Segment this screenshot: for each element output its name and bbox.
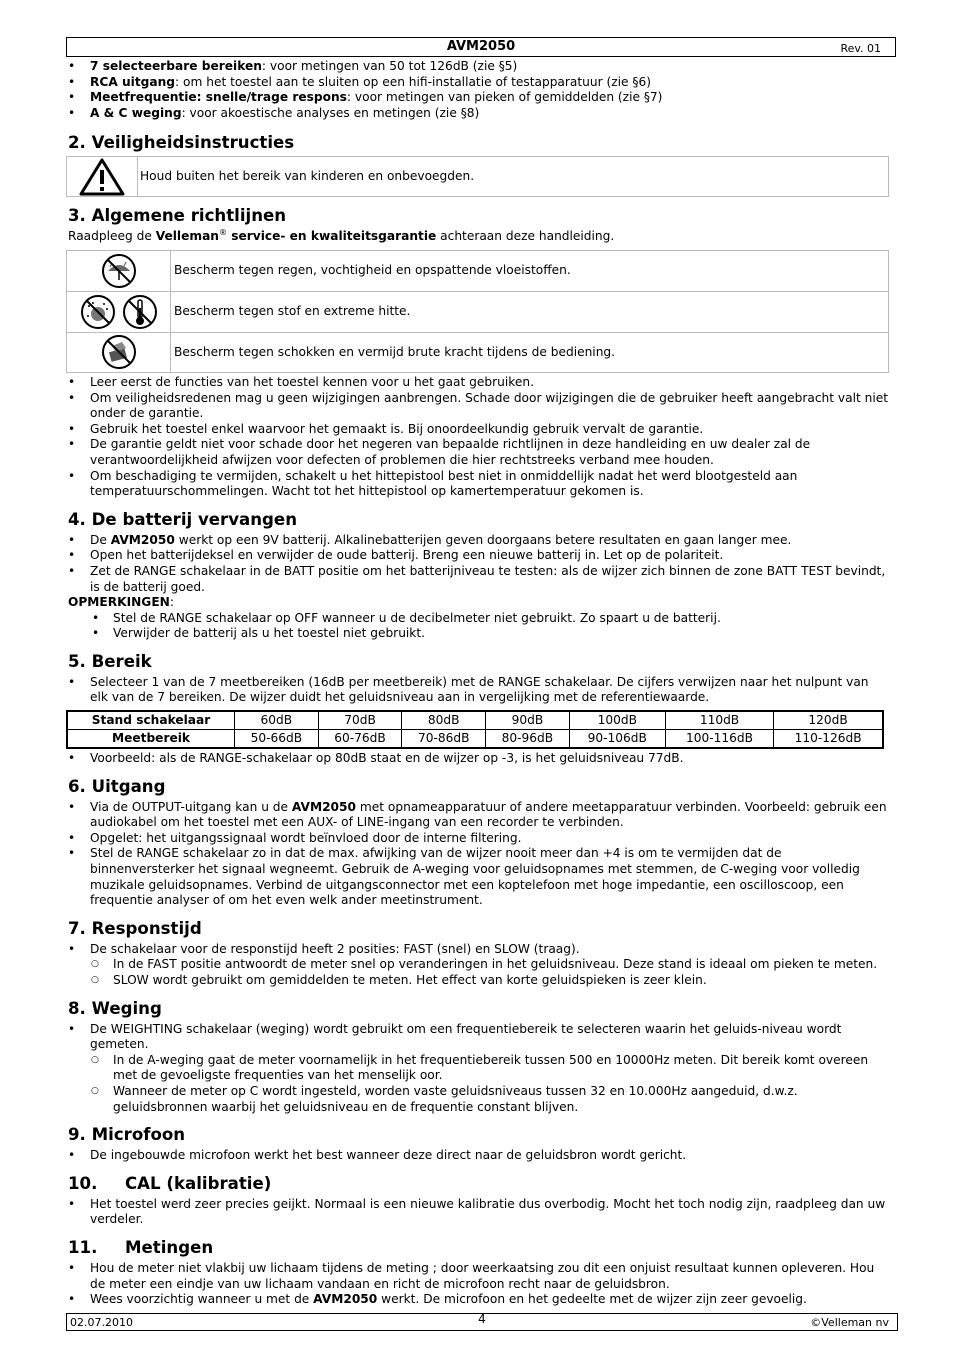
weighting-list [66,1022,888,1116]
footer-date: 02.07.2010 [70,1316,133,1329]
list-item: • Selecteer 1 van de 7 meetbereiken (16dB per meetbereik) met de RANGE schakelaar. De cijfers verwijzen naar het nulpunt van elk van de 7 bereiken. De wijzer duidt het geluidsniveau aan in vergelijking met de referentiewaarde. [66,675,888,706]
list-item: ○ SLOW wordt gebruikt om gemiddelden te meten. Het effect van korte geluidspieken is zeer klein. [66,973,888,989]
list-item: • Hou de meter niet vlakbij uw lichaam tijdens de meting ; door weerkaatsing zou dit een onjuist resultaat kunnen opleveren. Hou de meter een eindje van uw lichaam vandaan en richt de microfoon recht naar de geluidsbron. [66,1261,888,1292]
footer-copyright: ©Velleman nv [810,1316,889,1329]
notes-label: OPMERKINGEN: [68,595,174,610]
range-list [66,675,888,706]
list-item: • Voorbeeld: als de RANGE-schakelaar op 80dB staat en de wijzer op -3, is het geluidsniveau 77dB. [66,751,896,767]
page-number: 4 [478,1312,486,1326]
table-row: Meetbereik 50-66dB 60-76dB 70-86dB 80-96dB 90-106dB 100-116dB 110-126dB [67,730,883,749]
guidelines-table [66,250,889,373]
measurements-list [66,1261,888,1308]
microphone-list [66,1148,896,1164]
list-item: • Meetfrequentie: snelle/trage respons: voor metingen van pieken of gemiddelden (zie §7) [66,90,896,106]
guideline-row [67,251,888,292]
intro-list [66,59,896,121]
guideline-row [67,292,888,333]
page [66,37,896,1308]
icon-cell [67,251,171,291]
list-item: • De AVM2050 werkt op een 9V batterij. Alkalinebatterijen geven doorgaans betere resultaten en gaan langer mee. [66,533,888,549]
guideline-row [67,333,888,372]
guidelines-list [66,375,888,500]
list-item: • Zet de RANGE schakelaar in de BATT positie om het batterijniveau te testen: als de wijzer zich binnen de zone BATT TEST bevindt, is de batterij goed. [66,564,888,595]
guideline-text: Bescherm tegen schokken en vermijd brute kracht tijdens de bediening. [174,344,616,359]
section-heading: 2. Veiligheidsinstructies [68,133,295,153]
warning-triangle-icon [79,158,125,196]
header-rev: Rev. 01 [840,42,881,55]
warning-box [66,156,889,197]
list-item: • Wees voorzichtig wanneer u met de AVM2050 werkt. De microfoon en het gedeelte met de wijzer zijn zeer gevoelig. [66,1292,888,1308]
list-item: ○ Wanneer de meter op C wordt ingesteld, worden vaste geluidsniveaus tussen 32 en 10.000Hz aangeduid, d.w.z. geluidsbronnen waarbij het geluidsniveau en de frequentie constant blijven. [66,1084,888,1115]
output-list [66,800,888,909]
list-item: • Om beschadiging te vermijden, schakelt u het hittepistool best niet in onmiddellijk nadat het werd blootgesteld aan temperatuurschommelingen. Wacht tot het hittepistool op kamertemperatuur gekomen is. [66,469,888,500]
list-item: • 7 selecteerbare bereiken: voor metingen van 50 tot 126dB (zie §5) [66,59,896,75]
range-example [66,751,896,767]
section-heading: 7. Responstijd [68,918,202,938]
battery-list [66,533,888,595]
paragraph: Raadpleeg de Velleman® service- en kwaliteitsgarantie achteraan deze handleiding. [68,228,615,244]
icon-cell [67,333,171,372]
section-heading: 8. Weging [68,998,162,1018]
section-heading: 5. Bereik [68,651,152,671]
section-heading: 3. Algemene richtlijnen [68,206,287,226]
page-footer [66,1313,898,1331]
list-item: • Om veiligheidsredenen mag u geen wijzigingen aanbrengen. Schade door wijzigingen die de gebruiker heeft aangebracht valt niet onder de garantie. [66,391,888,422]
table-row: Stand schakelaar 60dB 70dB 80dB 90dB 100dB 110dB 120dB [67,711,883,730]
no-dust-icon [79,294,117,330]
list-item: • De WEIGHTING schakelaar (weging) wordt gebruikt om een frequentiebereik te selecteren waarin het geluids-niveau wordt gemeten. [66,1022,888,1053]
section-heading: 10. CAL (kalibratie) [68,1173,272,1193]
range-table [66,710,884,749]
warning-icon-cell [67,157,138,196]
no-rain-icon [100,253,138,289]
list-item: • Stel de RANGE schakelaar op OFF wanneer u de decibelmeter niet gebruikt. Zo spaart u de batterij. [66,611,896,627]
list-item: • Verwijder de batterij als u het toestel niet gebruikt. [66,626,896,642]
list-item: • De ingebouwde microfoon werkt het best wanneer deze direct naar de geluidsbron wordt gericht. [66,1148,896,1164]
list-item: • Open het batterijdeksel en verwijder de oude batterij. Breng een nieuwe batterij in. Let op de polariteit. [66,548,888,564]
section-heading: 6. Uitgang [68,776,166,796]
list-item: • Opgelet: het uitgangssignaal wordt beïnvloed door de interne filtering. [66,831,888,847]
icon-cell [67,292,171,332]
page-header [66,37,896,57]
guideline-text: Bescherm tegen regen, vochtigheid en opspattende vloeistoffen. [174,263,571,278]
list-item: ○ In de FAST positie antwoordt de meter snel op veranderingen in het geluidsniveau. Deze stand is ideaal om pieken te meten. [66,957,888,973]
section-heading: 11. Metingen [68,1237,214,1257]
response-list [66,942,888,989]
list-item: • De garantie geldt niet voor schade door het negeren van bepaalde richtlijnen in deze handleiding en uw dealer zal de verantwoordelijkheid afwijzen voor defecten of problemen die hier rechtstreeks verband mee houden. [66,437,888,468]
no-shock-icon [100,334,138,370]
list-item: • Leer eerst de functies van het toestel kennen voor u het gaat gebruiken. [66,375,888,391]
warning-text: Houd buiten het bereik van kinderen en onbevoegden. [140,169,475,184]
list-item: • Via de OUTPUT-uitgang kan u de AVM2050 met opnameapparatuur of andere meetapparatuur verbinden. Voorbeeld: gebruik een audiokabel om het toestel met een AUX- of LINE-ingang van een recorder te verbinden. [66,800,888,831]
section-heading: 9. Microfoon [68,1125,186,1145]
list-item: • Stel de RANGE schakelaar zo in dat de max. afwijking van de wijzer nooit meer dan +4 is om te vermijden dat de binnenversterker het signaal wegneemt. Gebruik de A-weging voor geluidsopnames met stemmen, de C-weging voor volledig muzikale geluidsopnames. Verbind de uitgangsconnector met een koptelefoon met hoge impedantie, een oscilloscoop, een frequentie analyser of om het even welk ander meetinstrument. [66,846,888,908]
notes-list [66,611,896,642]
list-item: • A & C weging: voor akoestische analyses en metingen (zie §8) [66,106,896,122]
header-title: AVM2050 [446,39,516,54]
no-heat-icon [121,294,159,330]
list-item: ○ In de A-weging gaat de meter voornamelijk in het frequentiebereik tussen 500 en 10000Hz meten. Dit bereik komt overeen met de gevoeligste frequenties van het menselijk oor. [66,1053,888,1084]
list-item: • Gebruik het toestel enkel waarvoor het gemaakt is. Bij onoordeelkundig gebruik vervalt de garantie. [66,422,888,438]
section-heading: 4. De batterij vervangen [68,509,298,529]
list-item: • RCA uitgang: om het toestel aan te sluiten op een hifi-installatie of testapparatuur (zie §6) [66,75,896,91]
calibration-list [66,1197,888,1228]
list-item: • Het toestel werd zeer precies geijkt. Normaal is een nieuwe kalibratie dus overbodig. Mocht het toch nodig zijn, raadpleeg dan uw verdeler. [66,1197,888,1228]
guideline-text: Bescherm tegen stof en extreme hitte. [174,304,411,319]
list-item: • De schakelaar voor de responstijd heeft 2 posities: FAST (snel) en SLOW (traag). [66,942,888,958]
